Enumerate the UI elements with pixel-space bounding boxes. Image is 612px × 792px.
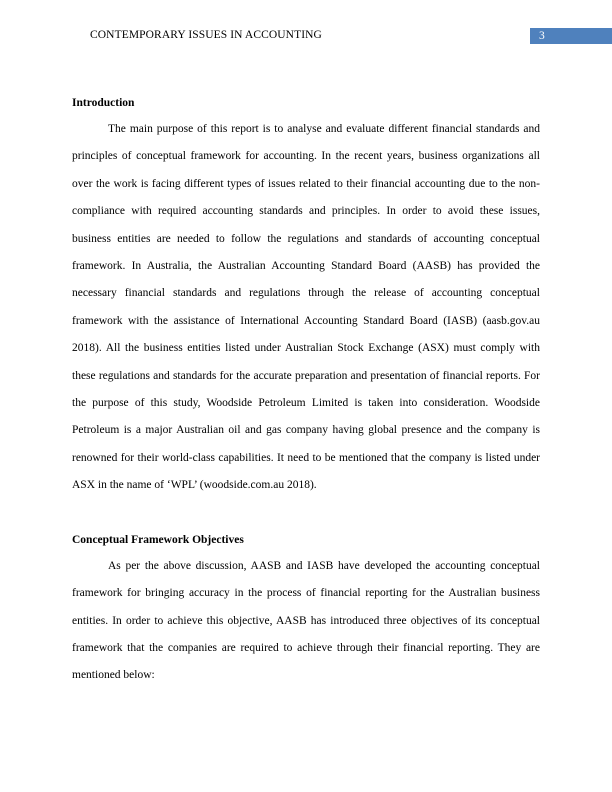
running-header-title: CONTEMPORARY ISSUES IN ACCOUNTING <box>90 29 322 41</box>
document-body <box>72 96 540 690</box>
conceptual-framework-heading: Conceptual Framework Objectives <box>72 533 244 546</box>
introduction-heading: Introduction <box>72 97 135 109</box>
conceptual-framework-paragraph: As per the above discussion, AASB and IASB have developed the accounting conceptual framework for bringing accuracy in the process of financial reporting for the Australian business entities. In order to achieve this objective, AASB has introduced three objectives of its conceptual framework that the companies are required to achieve through their financial reporting. They are mentioned below: <box>72 559 540 682</box>
introduction-paragraph: The main purpose of this report is to analyse and evaluate different financial standards and principles of conceptual framework for accounting. In the recent years, business organizations all over the work is facing different types of issues related to their financial accounting due to the non-compliance with required accounting standards and principles. In order to avoid these issues, business entities are needed to follow the regulations and standards of accounting conceptual framework. In Australia, the Australian Accounting Standard Board (AASB) has provided the necessary financial standards and regulations through the release of accounting conceptual framework with the assistance of International Accounting Standard Board (IASB) (aasb.gov.au 2018). All the business entities listed under Australian Stock Exchange (ASX) must comply with these regulations and standards for the accurate preparation and presentation of financial reports. For the purpose of this study, Woodside Petroleum Limited is taken into consideration. Woodside Petroleum is a major Australian oil and gas company having global presence and the company is renowned for their world-class capabilities. It need to be mentioned that the company is listed under ASX in the name of ‘WPL’ (woodside.com.au 2018). <box>72 123 540 492</box>
page-number-badge: 3 <box>530 28 612 44</box>
